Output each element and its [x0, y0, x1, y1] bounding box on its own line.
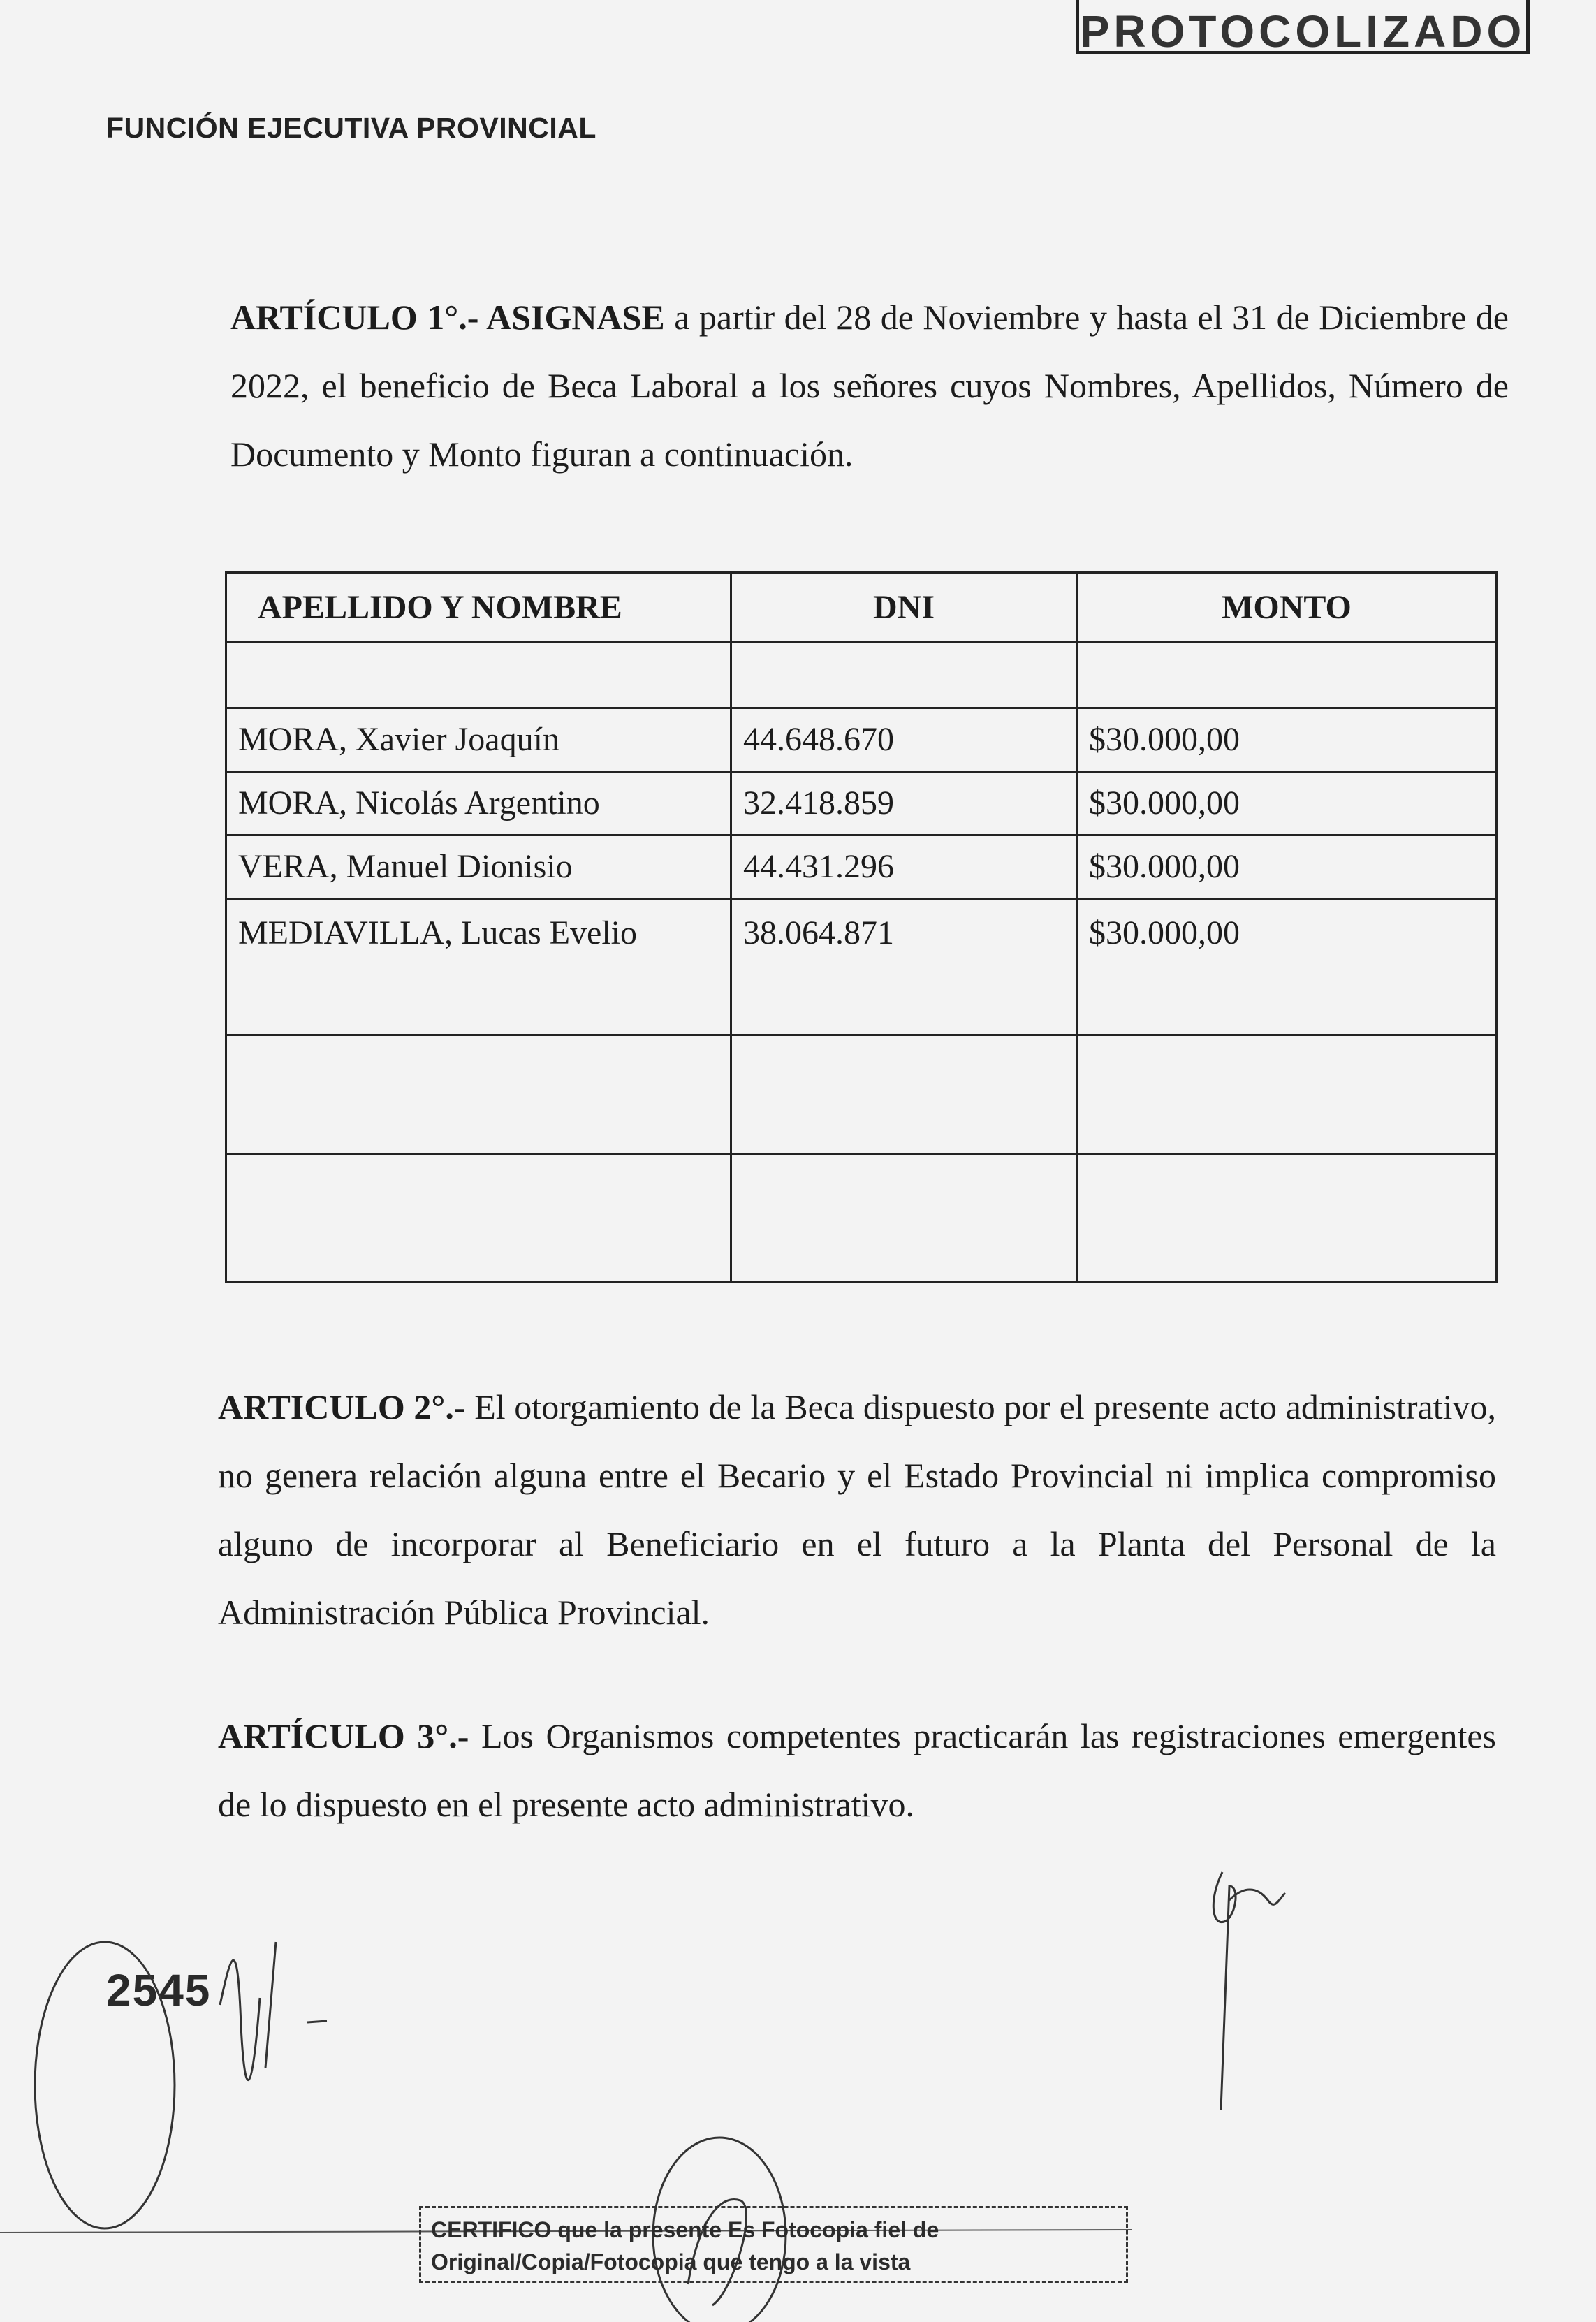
signature-stroke [307, 2021, 327, 2022]
article-3-label: ARTÍCULO 3°.- [218, 1716, 469, 1755]
article-2-text: El otorgamiento de la Beca dispuesto por el presente acto administrativo, no genera relación alguna entre el Becario y el Estado Provincial ni implica compromiso alguno de incorporar al Beneficiario en el futuro a la Planta del Personal de la Administración Pública Provincial. [218, 1387, 1496, 1632]
cell-dni: 32.418.859 [731, 772, 1077, 835]
cell-amount: $30.000,00 [1077, 835, 1497, 899]
cell-dni: 44.648.670 [731, 708, 1077, 772]
article-1-label: ARTÍCULO 1°.- ASIGNASE [230, 298, 665, 337]
certification-stamp [419, 2206, 1128, 2283]
certification-line-1: CERTIFICO que la presente Es Fotocopia fiel de [431, 2217, 939, 2242]
cell-name: MORA, Xavier Joaquín [226, 708, 731, 772]
header-dni: DNI [731, 573, 1077, 642]
cell-name: MEDIAVILLA, Lucas Evelio [226, 899, 731, 1035]
cell-name: VERA, Manuel Dionisio [226, 835, 731, 899]
signature-oval [35, 1942, 175, 2228]
cell-amount: $30.000,00 [1077, 772, 1497, 835]
cell-name: MORA, Nicolás Argentino [226, 772, 731, 835]
page-header: FUNCIÓN EJECUTIVA PROVINCIAL [106, 112, 596, 144]
header-amount: MONTO [1077, 573, 1497, 642]
article-2-label: ARTICULO 2°.- [218, 1387, 466, 1426]
signature-stroke [265, 1942, 276, 2068]
cell-dni: 38.064.871 [731, 899, 1077, 1035]
cell-amount: $30.000,00 [1077, 899, 1497, 1035]
certification-line-2: Original/Copia/Fotocopia que tengo a la vista [431, 2249, 911, 2274]
initial-signature [1213, 1872, 1285, 2110]
cell-dni: 44.431.296 [731, 835, 1077, 899]
protocolizado-stamp: PROTOCOLIZADO [1076, 0, 1530, 54]
document-number: 2545 [106, 1965, 212, 2015]
signature-stroke [220, 1960, 260, 2080]
header-name: APELLIDO Y NOMBRE [226, 573, 731, 642]
cell-amount: $30.000,00 [1077, 708, 1497, 772]
article-3-text: Los Organismos competentes practicarán las registraciones emergentes de lo dispuesto en el presente acto administrativo. [218, 1716, 1497, 1824]
article-1-text: a partir del 28 de Noviembre y hasta el 31 de Diciembre de 2022, el beneficio de Beca Laboral a los señores cuyos Nombres, Apellidos, Número de Documento y Monto figuran a continuación. [230, 298, 1509, 474]
